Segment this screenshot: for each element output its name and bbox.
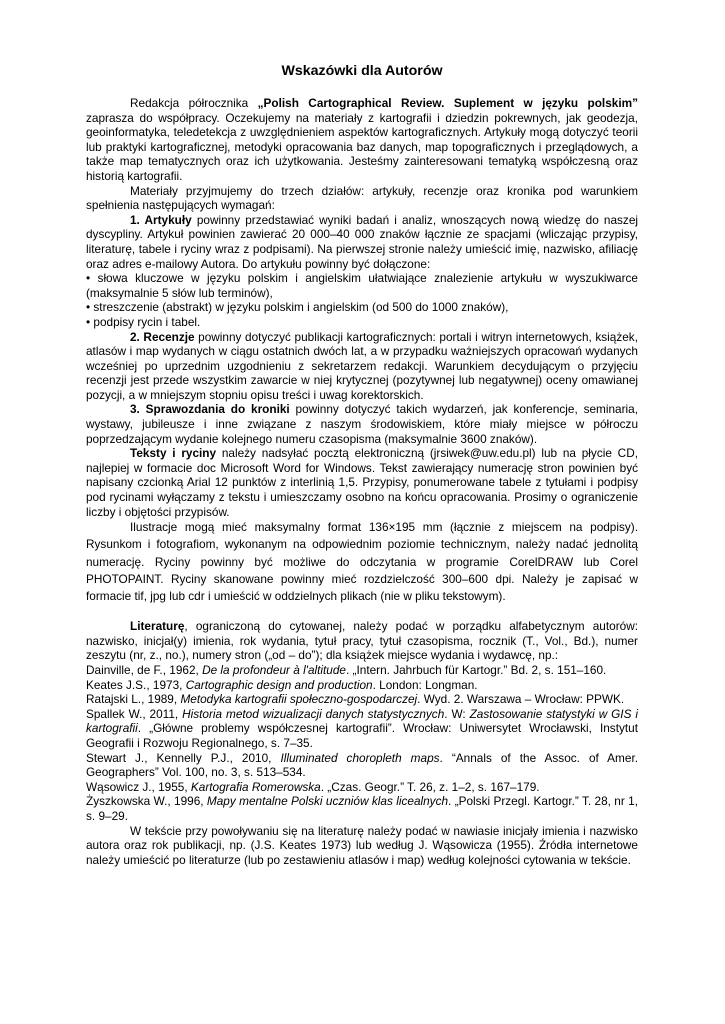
reference-item: Stewart J., Kennelly P.J., 2010, Illuminated choropleth maps. “Annals of the Assoc. of Amer. Geographers” Vol. 100, no. 3, s. 513–534. <box>86 750 638 780</box>
articles-paragraph: 1. Artykuły powinny przedstawiać wyniki badań i analiz, wnoszących nową wiedzę do naszej dyscypliny. Artykuł powinien zawierać 20 000–40 000 znaków łącznie ze spacjami (wliczając przypisy, literaturę, tabele i ryciny wraz z podpisami). Na pierwszej stronie należy umieścić imię, nazwisko, afiliację oraz adres e-mailowy Autora. Do artykułu powinny być dołączone: <box>86 212 638 271</box>
reference-item: Dainville, de F., 1962, De la profondeur à l'altitude. „Intern. Jahrbuch für Kartogr.” Bd. 2, s. 151–160. <box>86 663 607 678</box>
bullet-item: • podpisy rycin i tabel. <box>86 314 201 329</box>
reference-item: Żyszkowska W., 1996, Mapy mentalne Polski uczniów klas licealnych. „Polski Przegl. Kartogr.” T. 28, nr 1, s. 9–29. <box>86 794 638 823</box>
journal-name: „Polish Cartographical Review. Suplement w języku polskim” <box>257 96 638 110</box>
texts-paragraph: Teksty i ryciny należy nadsyłać pocztą elektroniczną (jrsiwek@uw.edu.pl) lub na płycie CD, najlepiej w formacie doc Microsoft Word for Windows. Tekst zawierający numerację stron powinien być napisany czcionką Arial 12 punktów z interlinią 1,5. Przypisy, ponumerowane tabele z tytułami i podpisy pod rycinami wyłączamy z tekstu i umieszczamy osobno na końcu opracowania. Prosimy o ograniczenie liczby i objętości przypisów. <box>86 446 638 519</box>
literature-heading: Literaturę <box>130 619 185 634</box>
chronicle-paragraph: 3. Sprawozdania do kroniki powinny dotyczyć takich wydarzeń, jak konferencje, seminaria, wystawy, jubileusze i inne związane z naszym środowiskiem, które miały miejsce w półroczu poprzedzającym wydanie kolejnego numeru czasopisma (maksymalnie 3600 znaków). <box>86 402 638 446</box>
reference-item: Ratajski L., 1989, Metodyka kartografii społeczno-gospodarczej. Wyd. 2. Warszawa – Wrocław: PPWK. <box>86 692 625 707</box>
page-title: Wskazówki dla Autorów <box>281 63 443 79</box>
illustrations-paragraph: Ilustracje mogą mieć maksymalny format 136×195 mm (łącznie z miejscem na podpisy). Rysunkom i fotografiom, wykonanym na odpowiednim poziomie technicznym, należy nadać jednolitą numerację. Ryciny powinny być możliwe do odczytania w programie CorelDRAW lub Corel PHOTOPAINT. Ryciny skanowane powinny mieć rozdzielczość 300–600 dpi. Należy je zapisać w formacie tif, jpg lub cdr i umieścić w oddzielnych plikach (nie w pliku tekstowym). <box>86 520 638 604</box>
reference-item: Spallek W., 2011, Historia metod wizualizacji danych statystycznych. W: Zastosowanie statystyki w GIS i kartografii. „Główne problemy współczesnej kartografii”. Wrocław: Uniwersytet Wrocławski, Instytut Geografii i Rozwoju Regionalnego, s. 7–35. <box>86 706 638 750</box>
chronicle-heading: 3. Sprawozdania do kroniki <box>130 402 290 417</box>
texts-heading: Teksty i ryciny <box>130 446 217 461</box>
paragraph-gap <box>86 605 638 619</box>
bullet-item: • streszczenie (abstrakt) w języku polskim i angielskim (od 500 do 1000 znaków), <box>86 300 509 315</box>
reference-item: Keates J.S., 1973, Cartographic design and production. London: Longman. <box>86 677 478 692</box>
reviews-heading: 2. Recenzje <box>130 329 195 344</box>
sections-paragraph: Materiały przyjmujemy do trzech działów: artykuły, recenzje oraz kronika pod warunkiem spełnienia następujących wymagań: <box>86 183 638 213</box>
citation-paragraph: W tekście przy powoływaniu się na literaturę należy podać w nawiasie inicjały imienia i nazwisko autora oraz rok publikacji, np. (J.S. Keates 1973) lub według J. Wąsowicza (1955). Źródła internetowe należy umieścić po literaturze (lub po zestawieniu atlasów i map) według kolejności cytowania w tekście. <box>86 823 638 867</box>
articles-heading: 1. Artykuły <box>130 212 192 227</box>
reviews-paragraph: 2. Recenzje powinny dotyczyć publikacji kartograficznych: portali i witryn internetowych, książek, atlasów i map wydanych w ciągu ostatnich dwóch lat, a w przypadku ważniejszych opracowań wydanych wcześniej po uprzednim uzgodnieniu z sekretarzem redakcji. Warunkiem decydującym o przyjęciu recenzji jest przede wszystkim zawarcie w niej krytycznej (pozytywnej lub negatywnej) oceny omawianej pozycji, a w mniejszym stopniu opisu treści i uwag korektorskich. <box>86 329 638 402</box>
bullet-item: • słowa kluczowe w języku polskim i angielskim ułatwiające znalezienie artykułu w wyszukiwarce (maksymalnie 5 słów lub terminów), <box>86 271 638 300</box>
document-page <box>86 62 638 867</box>
reference-item: Wąsowicz J., 1955, Kartografia Romerowska. „Czas. Geogr.” T. 26, z. 1–2, s. 167–179. <box>86 779 540 794</box>
intro-paragraph: Redakcja półrocznika „Polish Cartographical Review. Suplement w języku polskim” zaprasza do współpracy. Oczekujemy na materiały z kartografii i dziedzin pokrewnych, jak geodezja, geoinformatyka, teledetekcja z uwzględnieniem aspektów kartograficznych. Artykuły mogą dotyczyć teorii lub praktyki kartograficznej, metodyki opracowania baz danych, map topograficznych i przeglądowych, a także map tematycznych oraz ich użytkowania. Jesteśmy zainteresowani tematyką współczesną oraz historią kartografii. <box>86 96 638 183</box>
literature-paragraph: Literaturę, ograniczoną do cytowanej, należy podać w porządku alfabetycznym autorów: nazwisko, inicjał(y) imienia, rok wydania, tytuł pracy, tytuł czasopisma, rocznik (T., Vol., Bd.), numer zeszytu (nr, z., no.), numery stron („od – do”); dla książek miejsce wydania i wydawcę, np.: <box>86 619 638 663</box>
